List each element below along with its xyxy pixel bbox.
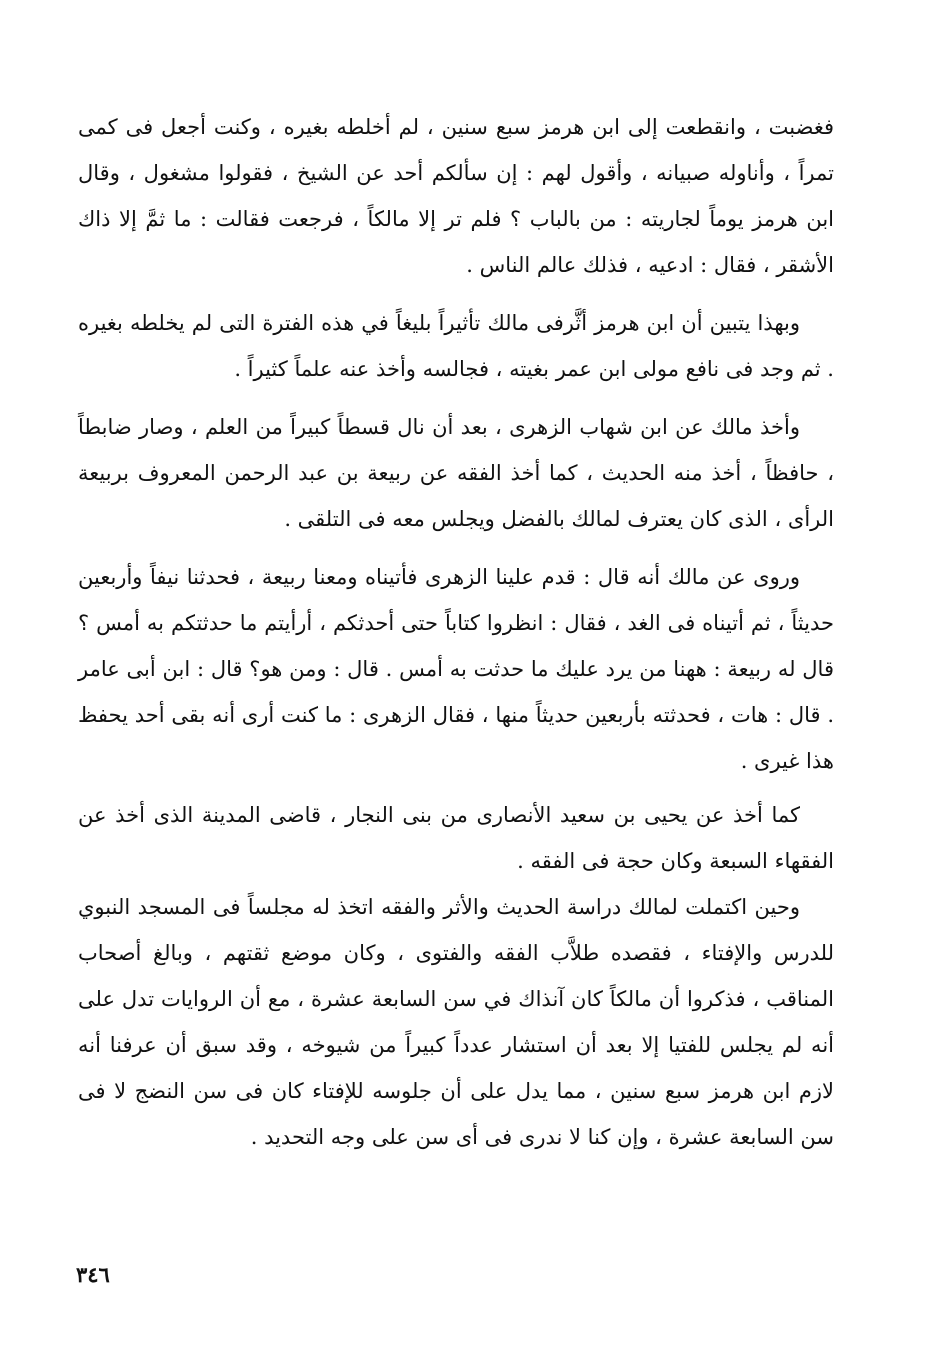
paragraph-6: وحين اكتملت لمالك دراسة الحديث والأثر والفقه اتخذ له مجلساً فى المسجد النبوي للدرس والإفتاء ، فقصده طلاَّب الفقه والفتوى ، وكان موضع ثقتهم ، وبالغ أصحاب المناقب ، فذكروا أن مالكاً كان آنذاك في سن السابعة عشرة ، مع أن الروايات تدل على أنه لم يجلس للفتيا إلا بعد أن استشار عدداً كبيراً من شيوخه ، وقد سبق أن عرفنا أنه لازم ابن هرمز سبع سنين ، مما يدل على أن جلوسه للإفتاء كان فى سن النضج لا فى سن السابعة عشرة ، وإن كنا لا ندرى فى أى سن على وجه التحديد . bbox=[78, 895, 834, 1149]
paragraph-2: وبهذا يتبين أن ابن هرمز أثَّرفى مالك تأثيراً بليغاً في هذه الفترة التى لم يخلطه بغيره . ثم وجد فى نافع مولى ابن عمر بغيته ، فجالسه وأخذ عنه علماً كثيراً . bbox=[78, 311, 834, 381]
body-text bbox=[78, 104, 834, 1160]
paragraph-4: وروى عن مالك أنه قال : قدم علينا الزهرى فأتيناه ومعنا ربيعة ، فحدثنا نيفاً وأربعين حديثاً ، ثم أتيناه فى الغد ، فقال : انظروا كتاباً حتى أحدثكم ، أرأيتم ما حدثتكم به أمس ؟ قال له ربيعة : ههنا من يرد عليك ما حدثت به أمس . قال : ومن هو؟ قال : ابن أبى عامر . قال : هات ، فحدثته بأربعين حديثاً منها ، فقال الزهرى : ما كنت أرى أنه بقى أحد يحفظ هذا غيرى . bbox=[78, 565, 834, 773]
page-number: ٣٤٦ bbox=[76, 1262, 110, 1287]
paragraph-5: كما أخذ عن يحيى بن سعيد الأنصارى من بنى النجار ، قاضى المدينة الذى أخذ عن الفقهاء السبعة وكان حجة فى الفقه . bbox=[78, 803, 834, 873]
paragraph-3: وأخذ مالك عن ابن شهاب الزهرى ، بعد أن نال قسطاً كبيراً من العلم ، وصار ضابطاً ، حافظاً ، أخذ منه الحديث ، كما أخذ الفقه عن ربيعة بن عبد الرحمن المعروف بربيعة الرأى ، الذى كان يعترف لمالك بالفضل ويجلس معه فى التلقى . bbox=[78, 415, 834, 531]
paragraph-1: فغضبت ، وانقطعت إلى ابن هرمز سبع سنين ، لم أخلطه بغيره ، وكنت أجعل فى كمى تمراً ، وأناوله صبيانه ، وأقول لهم : إن سألكم أحد عن الشيخ ، فقولوا مشغول ، وقال ابن هرمز يوماً لجاريته : من بالباب ؟ فلم تر إلا مالكاً ، فرجعت فقالت : ما ثمَّ إلا ذاك الأشقر ، فقال : ادعيه ، فذلك عالم الناس . bbox=[78, 115, 834, 277]
